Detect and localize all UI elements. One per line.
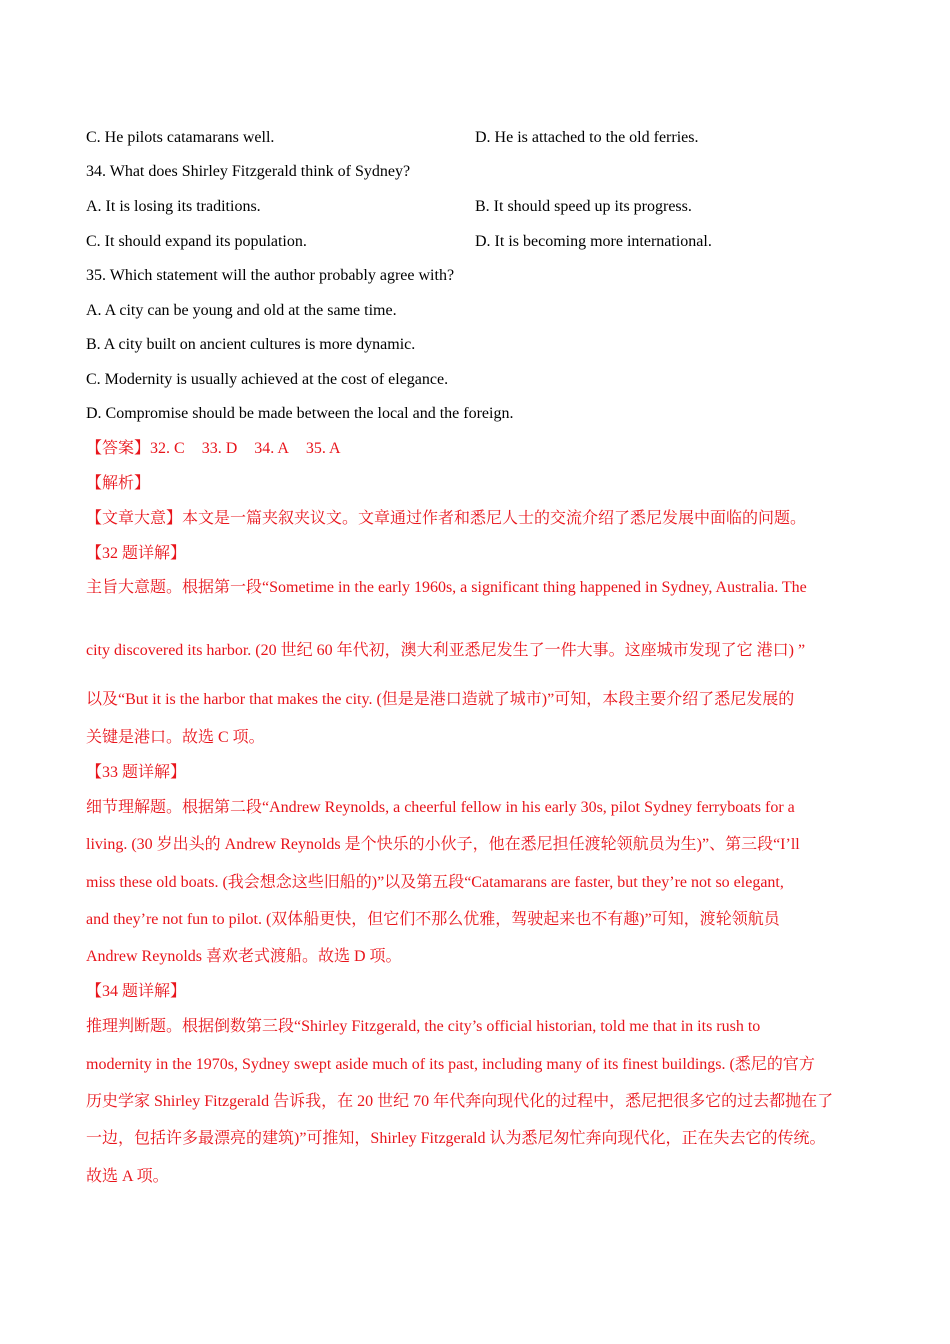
d33-line: 细节理解题。根据第二段“Andrew Reynolds, a cheerful fellow in his early 30s, pilot Sydney ferryboats for a [86,799,795,816]
d32-line: 关键是港口。故选 C 项。 [86,729,265,746]
q33-option-c: C. He pilots catamarans well. [86,129,275,146]
d33-heading: 【33 题详解】 [86,764,187,781]
q33-option-d: D. He is attached to the old ferries. [475,129,699,146]
answer-item: 32. C [150,440,185,457]
d34-heading: 【34 题详解】 [86,983,187,1000]
d33-line: living. (30 岁出头的 Andrew Reynolds 是个快乐的小伙子，他在悉尼担任渡轮领航员为生)”、第三段“I’ll [86,836,800,853]
d32-heading: 【32 题详解】 [86,545,187,562]
answer-label: 【答案】 [86,440,151,457]
d33-line: miss these old boats. (我会想念这些旧船的)”以及第五段“Catamarans are faster, but they’re not so elegant, [86,874,784,891]
d32-line: 以及“But it is the harbor that makes the city. (但是是港口造就了城市)”可知，本段主要介绍了悉尼发展的 [86,691,795,708]
analysis-label: 【解析】 [86,475,151,492]
q35-option-b: B. A city built on ancient cultures is more dynamic. [86,336,416,353]
q35-option-a: A. A city can be young and old at the same time. [86,302,397,319]
d34-line: 故选 A 项。 [86,1168,169,1185]
article-summary [86,509,806,529]
q34-question: 34. What does Shirley Fitzgerald think of Sydney? [86,163,411,180]
d32-line: 主旨大意题。根据第一段“Sometime in the early 1960s, a significant thing happened in Sydney, Australia. The [86,579,807,596]
d32-line: city discovered its harbor. (20 世纪 60 年代初，澳大利亚悉尼发生了一件大事。这座城市发现了它 港口) ” [86,642,806,659]
q34-option-c: C. It should expand its population. [86,233,307,250]
q35-option-d: D. Compromise should be made between the local and the foreign. [86,405,514,422]
d34-line: 推理判断题。根据倒数第三段“Shirley Fitzgerald, the city’s official historian, told me that in its rush to [86,1018,761,1035]
q34-option-a: A. It is losing its traditions. [86,198,261,215]
summary-label: 【文章大意】 [86,510,183,527]
d33-line: Andrew Reynolds 喜欢老式渡船。故选 D 项。 [86,948,402,965]
q34-option-d: D. It is becoming more international. [475,233,712,250]
answer-item: 35. A [305,440,341,457]
d34-line: 历史学家 Shirley Fitzgerald 告诉我，在 20 世纪 70 年代奔向现代化的过程中，悉尼把很多它的过去都抛在了 [86,1093,834,1110]
answer-key [86,439,358,459]
q35-question: 35. Which statement will the author probably agree with? [86,267,455,284]
d33-line: and they’re not fun to pilot. (双体船更快，但它们不那么优雅，驾驶起来也不有趣)”可知，渡轮领航员 [86,911,780,928]
d34-line: 一边，包括许多最漂亮的建筑)”可推知，Shirley Fitzgerald 认为悉尼匆忙奔向现代化，正在失去它的传统。 [86,1130,826,1147]
q34-option-b: B. It should speed up its progress. [475,198,692,215]
answer-item: 34. A [254,440,289,457]
summary-text: 本文是一篇夹叙夹议文。文章通过作者和悉尼人士的交流介绍了悉尼发展中面临的问题。 [182,510,807,527]
d34-line: modernity in the 1970s, Sydney swept aside much of its past, including many of its finest buildings. (悉尼的官方 [86,1056,815,1073]
q35-option-c: C. Modernity is usually achieved at the cost of elegance. [86,371,449,388]
answer-item: 33. D [201,440,238,457]
